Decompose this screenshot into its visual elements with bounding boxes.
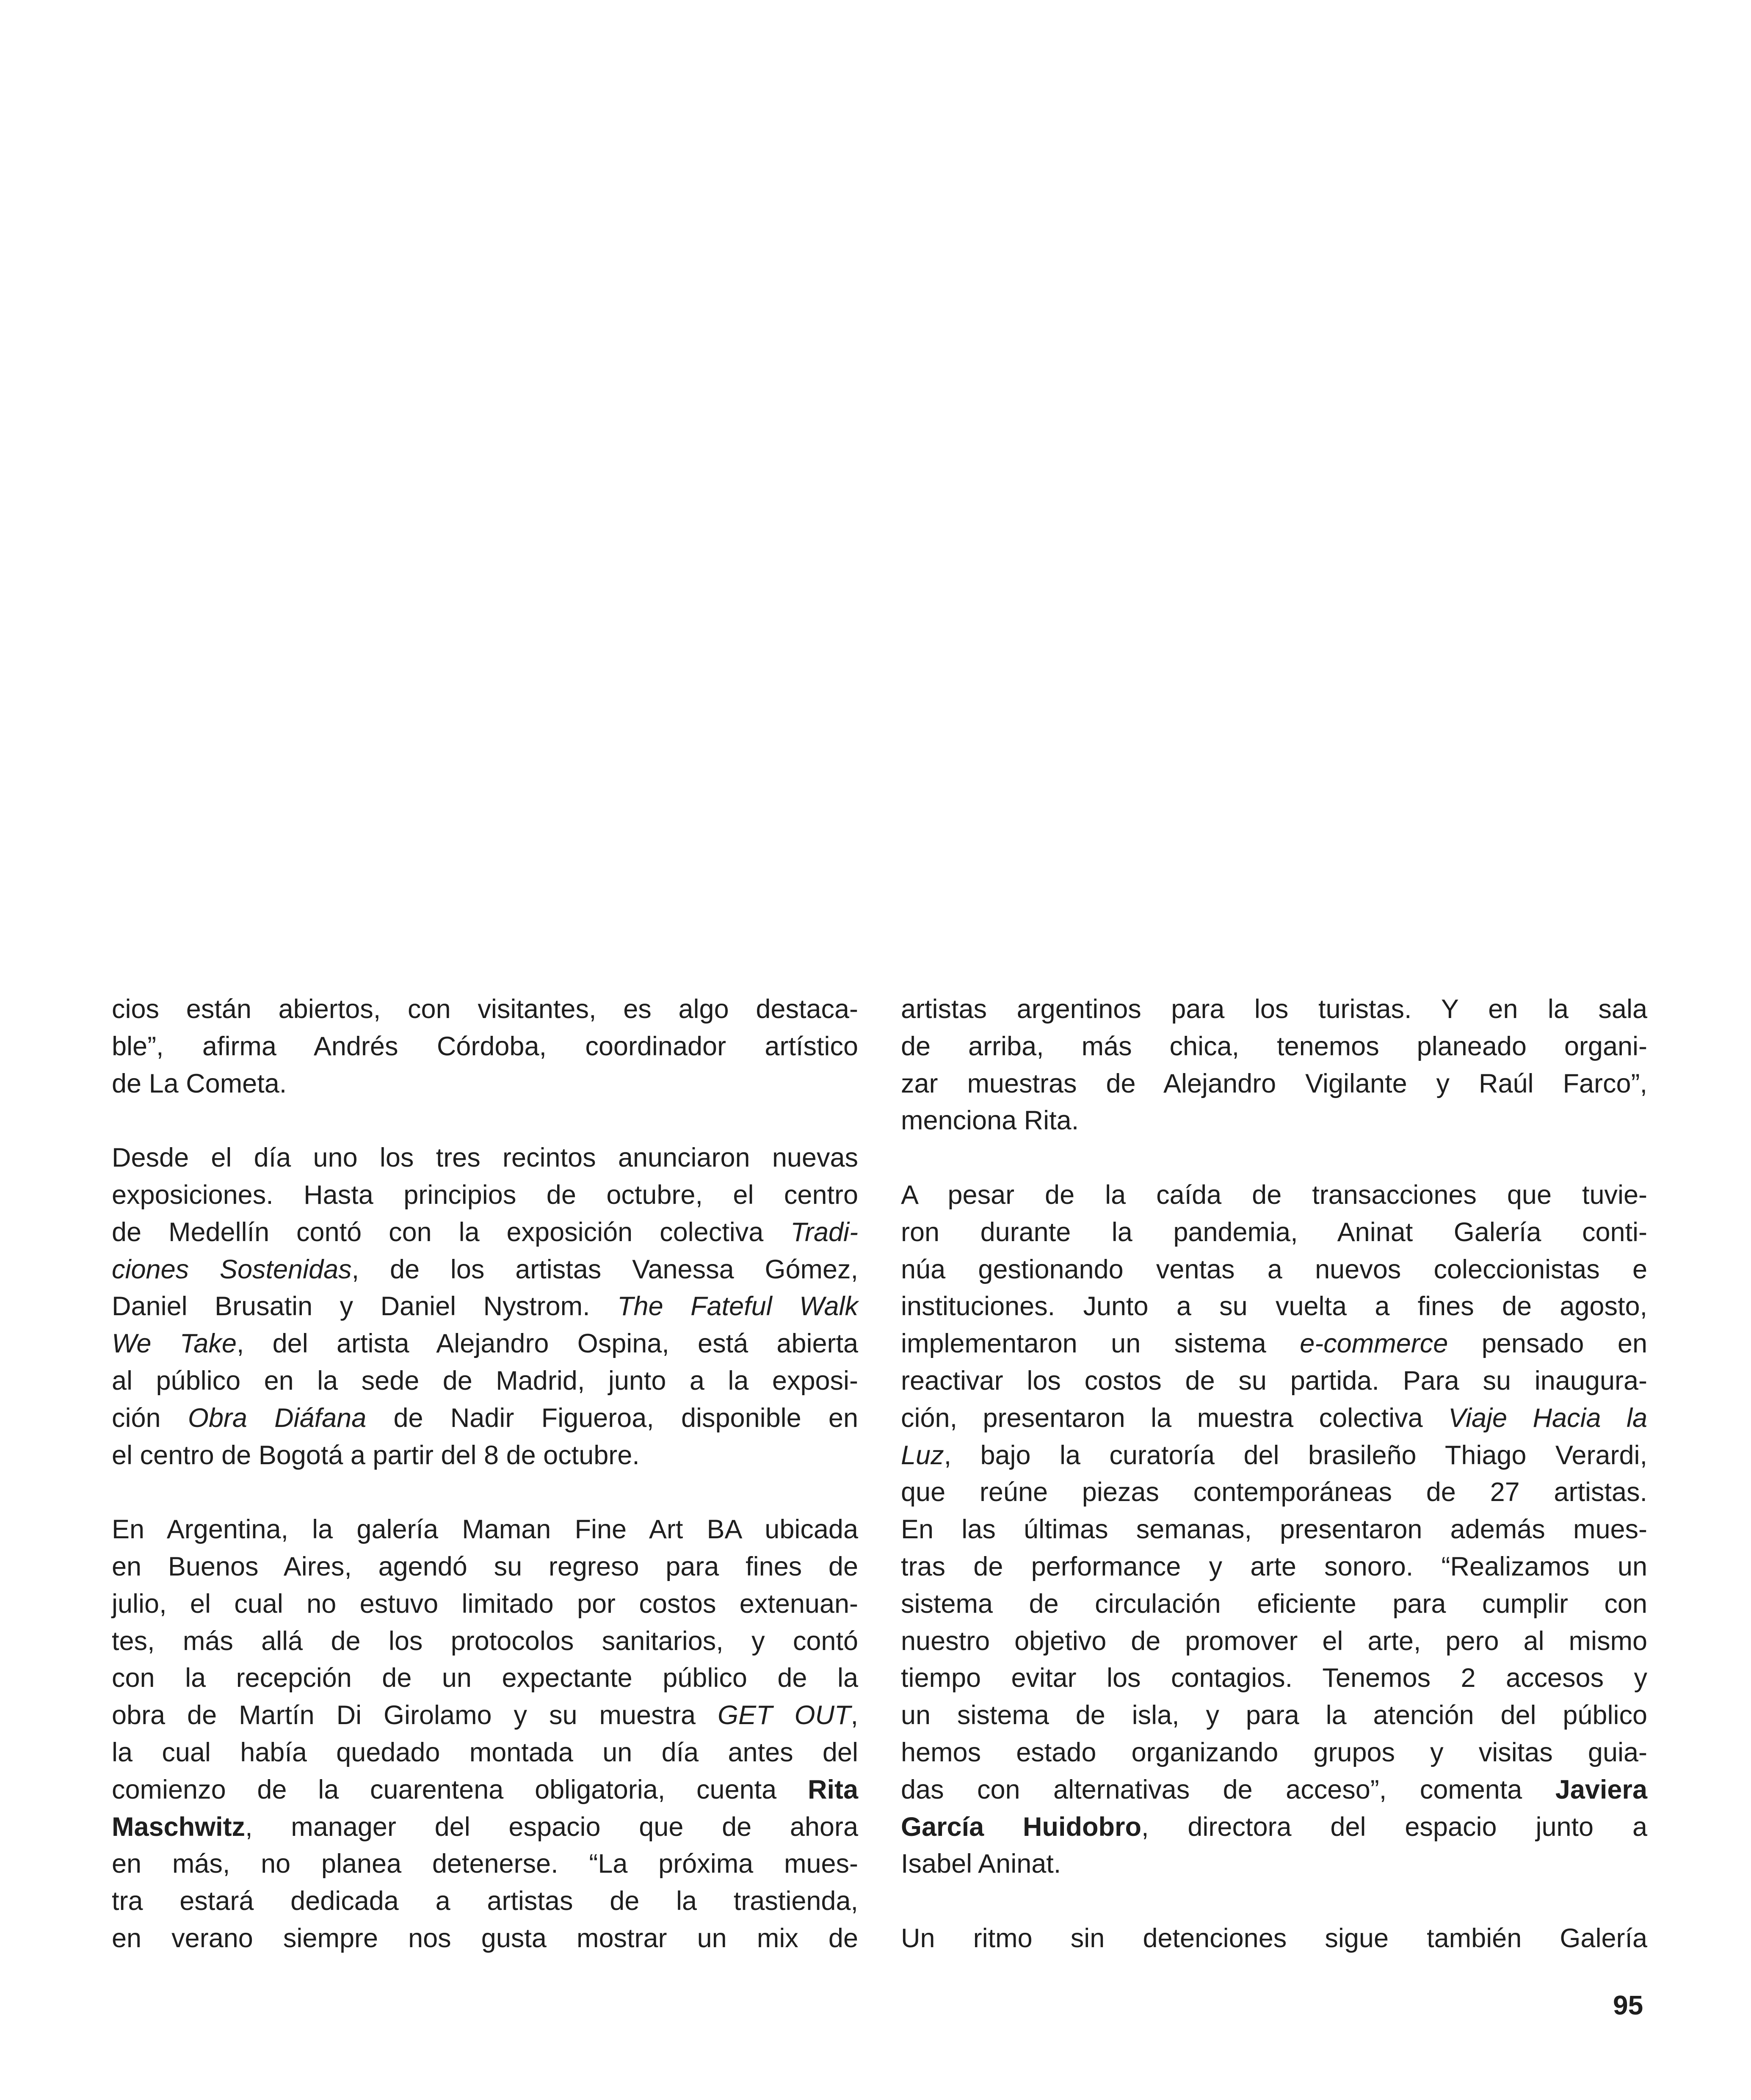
- text-line: [901, 1511, 1647, 1548]
- text-line: [112, 1214, 858, 1251]
- text-segment: Daniel Brusatin y Daniel Nystrom.: [112, 1291, 618, 1322]
- text-line: [112, 1325, 858, 1363]
- paragraph: [901, 991, 1647, 1140]
- text-line: [901, 1660, 1647, 1697]
- text-segment: reactivar los costos de su partida. Para su inaugura-: [901, 1366, 1647, 1396]
- text-segment: comienzo de la cuarentena obligatoria, cuenta: [112, 1774, 808, 1805]
- text-segment: con la recepción de un expectante público de la: [112, 1663, 858, 1693]
- text-segment: de arriba, más chica, tenemos planeado organi-: [901, 1031, 1647, 1061]
- text-segment: exposiciones. Hasta principios de octubre, el centro: [112, 1180, 858, 1210]
- italic-text: We Take: [112, 1329, 237, 1359]
- text-segment: de La Cometa.: [112, 1068, 287, 1098]
- text-line: [112, 1251, 858, 1289]
- paragraph: [112, 1140, 858, 1474]
- text-segment: , bajo la curatoría del brasileño Thiago Verardi,: [944, 1440, 1647, 1470]
- text-segment: tras de performance y arte sonoro. “Realizamos un: [901, 1551, 1647, 1581]
- text-line: [901, 1586, 1647, 1623]
- text-line: [112, 1548, 858, 1586]
- text-line: [901, 1772, 1647, 1809]
- text-line: [112, 1177, 858, 1214]
- text-line: [112, 1883, 858, 1920]
- text-line: [112, 1065, 858, 1103]
- text-segment: julio, el cual no estuvo limitado por costos extenuan-: [112, 1589, 858, 1619]
- text-segment: ción: [112, 1403, 188, 1433]
- text-line: [112, 1772, 858, 1809]
- text-line: [901, 1920, 1647, 1957]
- text-line: [112, 1288, 858, 1325]
- text-line: [901, 1846, 1647, 1883]
- text-segment: al público en la sede de Madrid, junto a la exposi-: [112, 1366, 858, 1396]
- bold-name: García Huidobro: [901, 1812, 1141, 1842]
- text-segment: , manager del espacio que de ahora: [245, 1812, 858, 1842]
- text-line: [901, 1400, 1647, 1437]
- text-segment: ,: [851, 1700, 858, 1730]
- text-line: [901, 991, 1647, 1028]
- text-segment: , del artista Alejandro Ospina, está abierta: [236, 1329, 859, 1359]
- text-segment: pensado en: [1448, 1329, 1647, 1359]
- text-segment: Desde el día uno los tres recintos anunciaron nuevas: [112, 1143, 858, 1173]
- text-segment: En las últimas semanas, presentaron además mues-: [901, 1515, 1647, 1545]
- text-segment: instituciones. Junto a su vuelta a fines de agosto,: [901, 1291, 1647, 1322]
- text-segment: que reúne piezas contemporáneas de 27 artistas.: [901, 1477, 1647, 1507]
- italic-text: e-commerce: [1300, 1329, 1448, 1359]
- italic-text: Luz: [901, 1440, 944, 1470]
- text-line: [112, 991, 858, 1028]
- italic-text: ciones Sostenidas: [112, 1254, 352, 1284]
- paragraph: [112, 991, 858, 1102]
- text-segment: de Medellín contó con la exposición colectiva: [112, 1217, 791, 1247]
- article-column-right: [901, 991, 1647, 1995]
- text-line: [112, 1028, 858, 1065]
- text-line: [112, 1734, 858, 1772]
- text-segment: en verano siempre nos gusta mostrar un mix de: [112, 1923, 858, 1953]
- text-line: [901, 1102, 1647, 1140]
- italic-text: Obra Diáfana: [188, 1403, 367, 1433]
- text-line: [901, 1288, 1647, 1325]
- text-line: [112, 1809, 858, 1846]
- text-line: [112, 1846, 858, 1883]
- text-segment: menciona Rita.: [901, 1106, 1079, 1136]
- text-line: [901, 1623, 1647, 1660]
- text-line: [901, 1474, 1647, 1511]
- text-segment: núa gestionando ventas a nuevos coleccionistas e: [901, 1254, 1647, 1284]
- text-segment: Un ritmo sin detenciones sigue también Galería: [901, 1923, 1647, 1953]
- bold-name: Rita: [807, 1774, 858, 1805]
- text-segment: ron durante la pandemia, Aninat Galería conti-: [901, 1217, 1647, 1247]
- text-segment: ble”, afirma Andrés Córdoba, coordinador artístico: [112, 1031, 858, 1061]
- text-line: [901, 1697, 1647, 1734]
- text-segment: el centro de Bogotá a partir del 8 de octubre.: [112, 1440, 640, 1470]
- text-segment: hemos estado organizando grupos y visitas guia-: [901, 1737, 1647, 1767]
- text-line: [112, 1140, 858, 1177]
- text-segment: en más, no planea detenerse. “La próxima mues-: [112, 1849, 858, 1879]
- text-line: [112, 1623, 858, 1660]
- text-line: [901, 1028, 1647, 1065]
- text-segment: artistas argentinos para los turistas. Y en la sala: [901, 994, 1647, 1024]
- italic-text: The Fateful Walk: [617, 1291, 858, 1322]
- text-segment: , directora del espacio junto a: [1141, 1812, 1648, 1842]
- text-line: [112, 1586, 858, 1623]
- text-line: [112, 1660, 858, 1697]
- text-segment: obra de Martín Di Girolamo y su muestra: [112, 1700, 718, 1730]
- text-segment: de Nadir Figueroa, disponible en: [366, 1403, 858, 1433]
- italic-text: Tradi-: [790, 1217, 858, 1247]
- page-number: 95: [1613, 1990, 1643, 2020]
- text-segment: Isabel Aninat.: [901, 1849, 1061, 1879]
- text-segment: un sistema de isla, y para la atención del público: [901, 1700, 1647, 1730]
- text-line: [112, 1697, 858, 1734]
- bold-name: Javiera: [1555, 1774, 1647, 1805]
- paragraph: [901, 1177, 1647, 1883]
- text-segment: A pesar de la caída de transacciones que tuvie-: [901, 1180, 1647, 1210]
- text-line: [112, 1920, 858, 1957]
- paragraph: [112, 1511, 858, 1957]
- italic-text: Viaje Hacia la: [1448, 1403, 1647, 1433]
- bold-name: Maschwitz: [112, 1812, 246, 1842]
- text-line: [901, 1437, 1647, 1474]
- text-line: [112, 1437, 858, 1474]
- text-line: [901, 1734, 1647, 1772]
- text-segment: ción, presentaron la muestra colectiva: [901, 1403, 1449, 1433]
- text-segment: En Argentina, la galería Maman Fine Art BA ubicada: [112, 1515, 858, 1545]
- text-line: [901, 1177, 1647, 1214]
- text-line: [901, 1325, 1647, 1363]
- text-segment: la cual había quedado montada un día antes del: [112, 1737, 858, 1767]
- text-line: [112, 1511, 858, 1548]
- text-segment: tes, más allá de los protocolos sanitarios, y contó: [112, 1626, 858, 1656]
- text-line: [112, 1400, 858, 1437]
- article-column-left: [112, 991, 858, 1995]
- text-segment: zar muestras de Alejandro Vigilante y Raúl Farco”,: [901, 1068, 1647, 1098]
- text-segment: en Buenos Aires, agendó su regreso para fines de: [112, 1551, 858, 1581]
- text-line: [901, 1251, 1647, 1289]
- text-line: [901, 1363, 1647, 1400]
- text-segment: nuestro objetivo de promover el arte, pero al mismo: [901, 1626, 1647, 1656]
- text-line: [901, 1548, 1647, 1586]
- text-segment: cios están abiertos, con visitantes, es algo destaca-: [112, 994, 858, 1024]
- text-line: [901, 1809, 1647, 1846]
- paragraph: [901, 1920, 1647, 1957]
- text-segment: tiempo evitar los contagios. Tenemos 2 accesos y: [901, 1663, 1647, 1693]
- text-segment: das con alternativas de acceso”, comenta: [901, 1774, 1555, 1805]
- text-line: [901, 1065, 1647, 1103]
- text-segment: implementaron un sistema: [901, 1329, 1300, 1359]
- italic-text: GET OUT: [718, 1700, 851, 1730]
- text-segment: sistema de circulación eficiente para cumplir con: [901, 1589, 1647, 1619]
- text-segment: , de los artistas Vanessa Gómez,: [351, 1254, 859, 1284]
- text-segment: tra estará dedicada a artistas de la trastienda,: [112, 1886, 858, 1916]
- text-line: [112, 1363, 858, 1400]
- text-line: [901, 1214, 1647, 1251]
